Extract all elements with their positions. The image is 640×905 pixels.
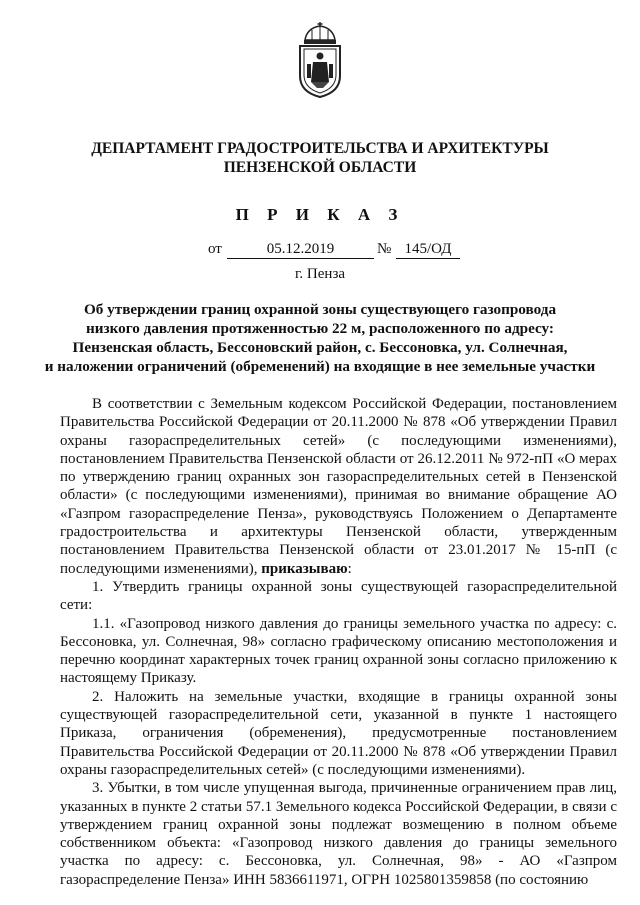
preamble-colon: :: [347, 560, 352, 577]
subject-line: Об утверждении границ охранной зоны существующего газопровода: [83, 301, 557, 318]
clause-2: 2. Наложить на земельные участки, входящие в границы охранной зоны существующей газораспределительной сети, указанной в пункте 1 настоящего Приказа, ограничения (обременения), предусмотренные постановлением Правительства Российской Федерации от 20.11.2000 № 878 «Об утверждении Правил охраны газораспределительных сетей» (с последующими изменениями).: [60, 688, 617, 778]
date-label: от: [208, 241, 222, 257]
document-body: [60, 395, 617, 889]
clause-3: 3. Убытки, в том числе упущенная выгода, причиненные ограничением прав лиц, указанных в пункте 2 статьи 57.1 Земельного кодекса Российской Федерации, в связи с утверждением границ охранной зоны подлежат возмещению в полном объеме собственником объекта: «Газопровод низкого давления до границы земельного участка по адресу: с. Бессоновка, ул. Солнечная, 98» - АО «Газпром газораспределение Пенза» ИНН 5836611971, ОГРН 1025801359858 (по состоянию: [60, 780, 617, 888]
city-name: г. Пенза: [294, 266, 346, 282]
department-name-line1: ДЕПАРТАМЕНТ ГРАДОСТРОИТЕЛЬСТВА И АРХИТЕКТУРЫ: [91, 140, 549, 157]
document-subject: [0, 300, 640, 376]
subject-line: низкого давления протяженностью 22 м, расположенного по адресу:: [86, 320, 554, 337]
order-word: приказываю: [261, 560, 348, 577]
number-label: №: [377, 241, 392, 257]
subject-line: и наложении ограничений (обременений) на входящие в нее земельные участки: [44, 358, 596, 375]
document-number: 145/ОД: [396, 241, 460, 259]
clause-1-1: 1.1. «Газопровод низкого давления до границы земельного участка по адресу: с. Бессоновка, ул. Солнечная, 98» согласно графическому описанию местоположения и перечню координат характерных точек границ охранной зоны согласно приложению к настоящему Приказу.: [60, 615, 617, 687]
document-date: 05.12.2019: [227, 241, 374, 259]
preamble-paragraph: [60, 395, 617, 578]
document-type: П Р И К А З: [235, 205, 405, 224]
preamble-text: В соответствии с Земельным кодексом Российской Федерации, постановлением Правительства Российской Федерации от 20.11.2000 № 878 «Об утверждении Правил охраны газораспределительных сетей» (с последующими изменениями), постановлением Правительства Пензенской области от 26.12.2011 № 972-пП «О мерах по утверждению границ охранных зон газораспределительных сетей в Пензенской области» (с последующими изменениями), принимая во внимание обращение АО «Газпром газораспределение Пенза», руководствуясь Положением о Департаменте градостроительства и архитектуры Пензенской области, утвержденным постановлением Правительства Пензенской области от 23.01.2017 № 15-пП (с последующими изменениями),: [60, 396, 617, 577]
department-name-line2: ПЕНЗЕНСКОЙ ОБЛАСТИ: [223, 159, 417, 176]
subject-line: Пензенская область, Бессоновский район, с. Бессоновка, ул. Солнечная,: [72, 339, 568, 356]
clause-1: 1. Утвердить границы охранной зоны существующей газораспределительной сети:: [60, 578, 617, 614]
coat-of-arms-icon: [297, 22, 343, 98]
